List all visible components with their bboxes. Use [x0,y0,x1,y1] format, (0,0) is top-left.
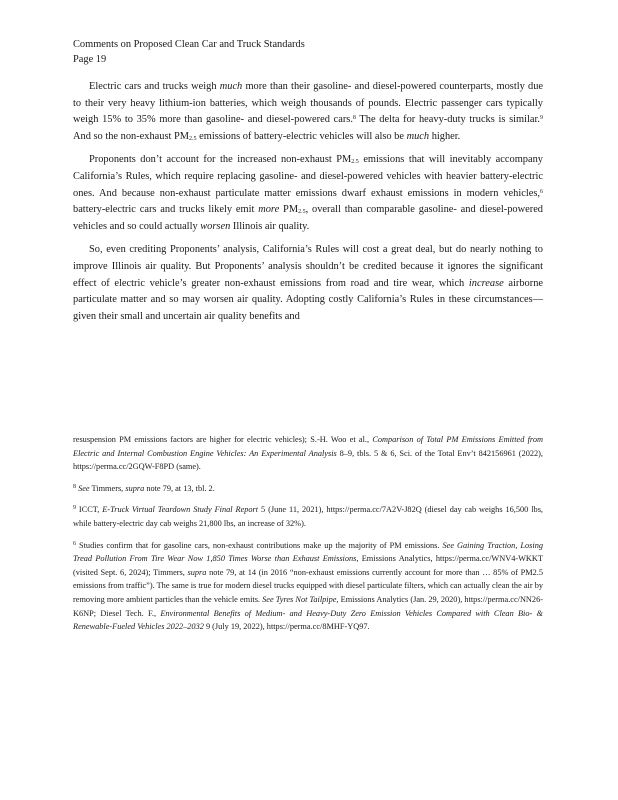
header-title: Comments on Proposed Clean Car and Truck Standards [73,39,305,50]
text-run: Studies confirm that for gasoline cars, non-exhaust contributions make up the majority of PM emissions. [76,540,443,550]
text-run: resuspension PM emissions factors are higher for electric vehicles); S.-H. Woo et al., [73,435,373,444]
emphasis: worsen [200,220,231,232]
text-run: note 79, at 13, tbl. 2. [144,483,215,493]
footnote-mark: 8 [73,483,76,490]
text-run: Electric cars and trucks weigh [89,81,220,92]
footnote-9 [73,503,543,530]
text-run: , Emissions Analytics (Jan. 29, 2020), https://perma.cc/NN26-K6NP; Diesel Tech. F., [73,594,543,618]
paragraph-2 [73,152,543,235]
subscript: 2.5 [298,209,306,216]
page-number: Page 19 [73,54,107,65]
subscript: 2.5 [351,159,359,166]
emphasis: increase [468,277,504,289]
page-header [73,37,543,67]
text-run: The delta for heavy-duty trucks is similar. [355,114,540,126]
footnote-mark: 9 [73,505,76,512]
text-run: , overall than comparable gasoline- and diesel-powered vehicles and so could actually [73,204,543,232]
footnote-ref-8[interactable]: 8 [352,115,356,122]
text-run: PM [279,204,299,216]
citation-title: See Gaining Traction, Losing Tread Pollution From Tire Wear Now 1,850 Times Worse than Exhaust Emissions [73,540,543,564]
citation-title: See Tyres Not Tailpipe [262,594,337,604]
citation-title: Environmental Benefits of Medium- and Heavy-Duty Zero Emission Vehicles Compared with Clean Bio- & Renewable-Fueled Vehicles 2022–2032 [73,608,543,632]
footnote-ref-6[interactable]: 6 [540,188,543,195]
emphasis: supra [125,483,145,493]
footnote-ref-9[interactable]: 9 [540,115,543,122]
citation-title: Comparison of Total PM Emissions Emitted from Electric and Internal Combustion Engine Vehicles: An Experimental Analysis [73,435,543,458]
text-run: battery-electric cars and trucks likely emit [73,204,259,216]
text-run: So, even crediting Proponents’ analysis, California’s Rules will cost a great deal, but do nearly nothing to improve Illinois air quality. But Proponents’ analysis shouldn’t be credited because it ignores the significant effect of electric vehicle’s greater non-exhaust emissions from road and tire wear, which [73,244,543,289]
citation-title: E-Truck Virtual Teardown Study Final Report [102,505,259,515]
text-run: more than their gasoline- and diesel-powered counterparts, mostly due to their very heavy lithium-ion batteries, which weigh thousands of pounds. Electric passenger cars typically weigh 15% to 35% more than gasoline- and diesel-powered cars. [73,81,544,126]
signal: See [76,483,90,493]
text-run: ICCT, [76,505,103,515]
footnote-6 [73,539,543,634]
subscript: 2.5 [189,135,197,142]
body-text [73,79,543,332]
footnote-mark: 6 [73,540,76,547]
text-run: emissions of battery-electric vehicles will also be [196,130,407,142]
text-run: 8–9, tbls. 5 & 6, Sci. of the Total Env’t 842156961 (2022), https://perma.cc/2GQW-F8PD (same). [73,448,544,472]
text-run: Timmers, [89,483,126,493]
text-run: note 79, at 14 (in 2016 “non-exhaust emissions currently account for more than … 85% of PM2.5 emissions from traffic”). The same is true for modern diesel trucks equipped with diesel particulate filters, which can actually clean the air by removing more ambient particles than the vehicle emits. [73,567,543,604]
emphasis: more [258,204,280,216]
emphasis: much [219,81,243,92]
emphasis: much [406,130,430,142]
text-run: 9 (July 19, 2022), https://perma.cc/8MHF-YQ97. [203,622,370,632]
paragraph-3 [73,242,543,325]
footnote-continuation [73,433,543,474]
text-run: , Emissions Analytics, https://perma.cc/WNV4-WKKT (visited Sept. 6, 2024); Timmers, [73,554,543,577]
emphasis: supra [187,567,207,577]
text-run: airborne particulate matter and so may worsen air quality. Adopting costly California’s Rules in these circumstances—given their small and uncertain air quality benefits and [73,277,543,322]
text-run: And so the non-exhaust PM [73,130,190,142]
text-run: emissions that will inevitably accompany California’s Rules, which require replacing gasoline- and diesel-powered vehicles with heavier battery-electric ones. And because non-exhaust particulate matter emissions dwarf exhaust emissions in modern vehicles, [73,154,543,199]
footnote-8 [73,482,543,496]
text-run: Proponents don’t account for the increased non-exhaust PM [89,154,352,166]
text-run: higher. [429,130,461,142]
footnotes [73,433,543,642]
paragraph-1 [73,79,543,145]
text-run: Illinois air quality. [230,220,310,232]
text-run: 5 (June 11, 2021), https://perma.cc/7A2V-J82Q (diesel day cab weighs 16,500 lbs, while battery-electric day cab weighs 21,800 lbs, an increase of 32%). [73,505,543,528]
